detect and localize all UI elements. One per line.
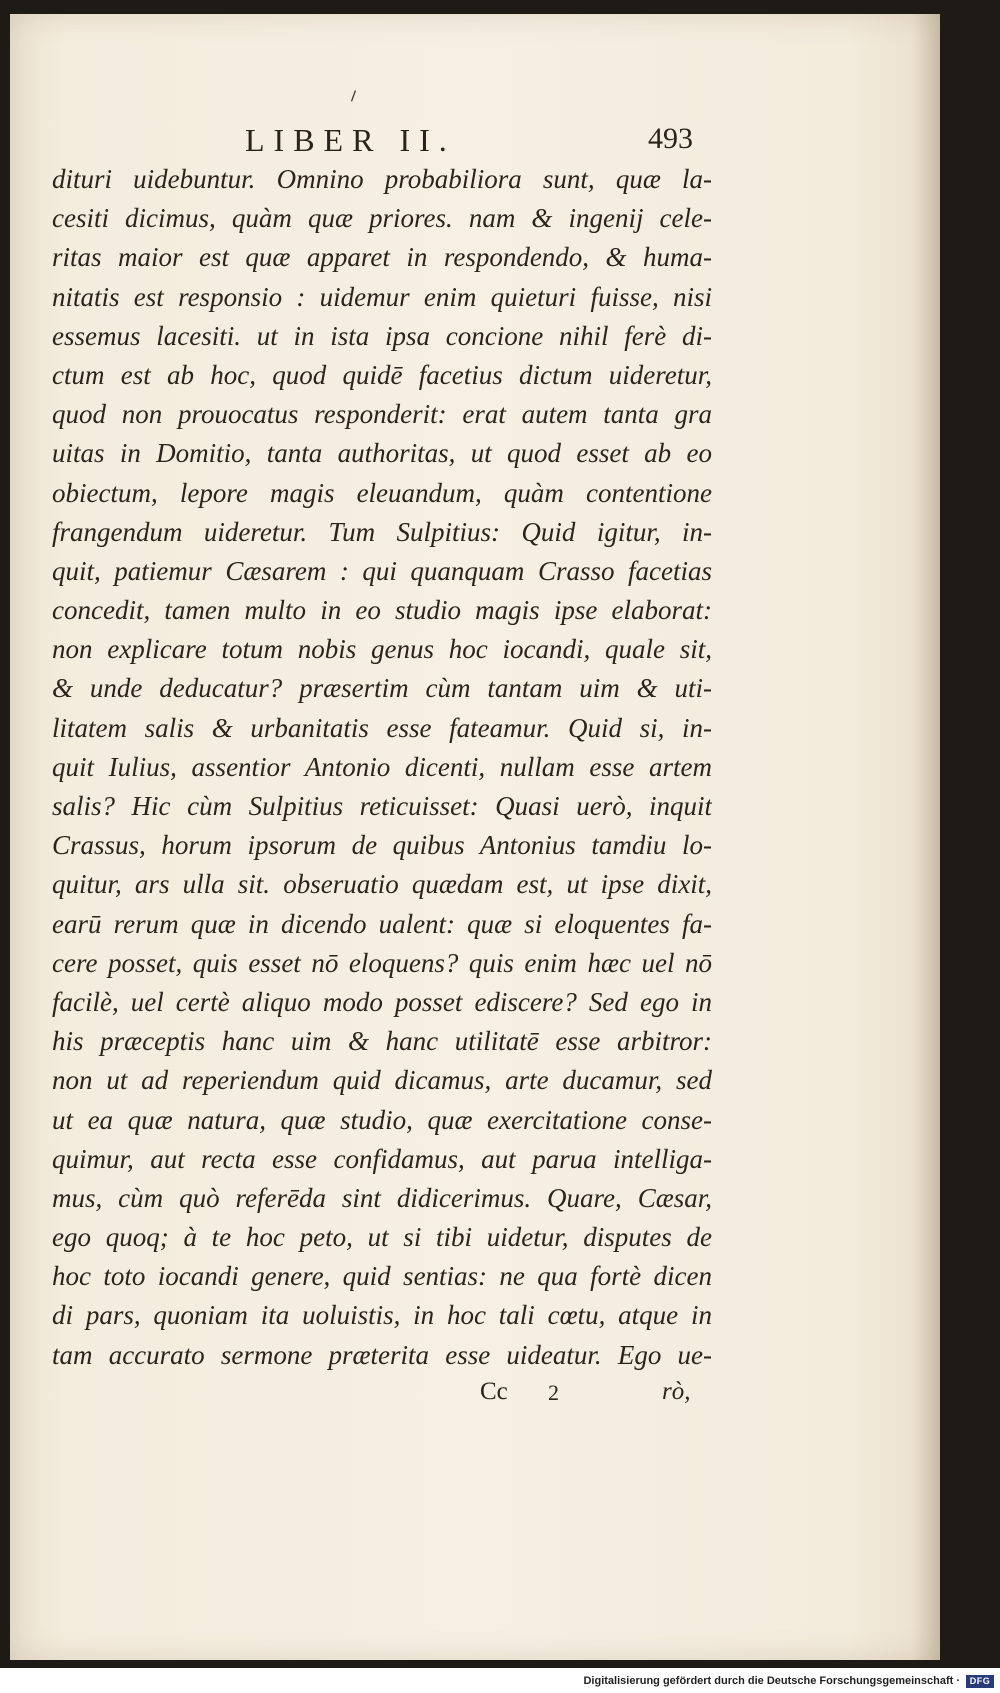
signature-mark: Cc bbox=[480, 1378, 508, 1405]
text-line: non explicare totum nobis genus hoc iocandi, quale sit, bbox=[52, 634, 712, 665]
text-line: salis? Hic cùm Sulpitius reticuisset: Quasi uerò, inquit bbox=[52, 791, 712, 821]
text-line: quit Iulius, assentior Antonio dicenti, nullam esse artem bbox=[52, 751, 712, 782]
text-line: & unde deducatur? præsertim cùm tantam uim & uti- bbox=[52, 673, 712, 704]
text-line: essemus lacesiti. ut in ista ipsa concione nihil ferè di- bbox=[52, 320, 712, 351]
text-line: frangendum uideretur. Tum Sulpitius: Quid igitur, in- bbox=[52, 516, 712, 547]
text-line: hoc toto iocandi genere, quid sentias: ne qua fortè dicen bbox=[52, 1261, 712, 1292]
text-line: litatem salis & urbanitatis esse fateamur. Quid si, in- bbox=[52, 712, 712, 743]
running-head: LIBER II. bbox=[245, 122, 456, 158]
text-line: mus, cùm quò referēda sint didicerimus. Quare, Cæsar, bbox=[52, 1182, 712, 1213]
text-line: ut ea quæ natura, quæ studio, quæ exercitatione conse- bbox=[52, 1104, 712, 1135]
digitization-credit: Digitalisierung gefördert durch die Deutsche Forschungsgemeinschaft · bbox=[583, 1675, 960, 1687]
text-line: tam accurato sermone præterita esse uideatur. Ego ue- bbox=[52, 1339, 712, 1370]
text-line: uitas in Domitio, tanta authoritas, ut quod esset ab eo bbox=[52, 438, 712, 469]
text-line: dituri uidebuntur. Omnino probabiliora sunt, quæ la- bbox=[52, 164, 712, 194]
text-line: cere posset, quis esset nō eloquens? quis enim hæc uel nō bbox=[52, 947, 712, 978]
text-line: quod non prouocatus responderit: erat autem tanta gra bbox=[52, 399, 712, 430]
text-line: di pars, quoniam ita uoluistis, in hoc tali cœtu, atque in bbox=[52, 1300, 712, 1331]
text-line: obiectum, lepore magis eleuandum, quàm contentione bbox=[52, 477, 712, 508]
ink-mark: ⸝ bbox=[340, 77, 363, 107]
text-line: ego quoq; à te hoc peto, ut si tibi uidetur, disputes de bbox=[52, 1222, 712, 1253]
text-line: facilè, uel certè aliquo modo posset ediscere? Sed ego in bbox=[52, 986, 712, 1017]
catchword: rò, bbox=[662, 1378, 691, 1405]
dfg-logo: DFG bbox=[966, 1675, 994, 1688]
text-line: quimur, aut recta esse confidamus, aut parua intelliga- bbox=[52, 1143, 712, 1174]
signature-number: 2 bbox=[548, 1380, 559, 1405]
page-number: 493 bbox=[648, 122, 693, 155]
text-block bbox=[52, 160, 712, 1375]
page-gutter-shadow bbox=[912, 14, 940, 1660]
text-line: ctum est ab hoc, quod quidē facetius dictum uideretur, bbox=[52, 359, 712, 390]
text-line: quitur, ars ulla sit. obseruatio quædam est, ut ipse dixit, bbox=[52, 869, 712, 900]
text-line: concedit, tamen multo in eo studio magis ipse elaborat: bbox=[52, 595, 712, 626]
text-line: ritas maior est quæ apparet in respondendo, & huma- bbox=[52, 242, 712, 273]
text-line: nitatis est responsio : uidemur enim quieturi fuisse, nisi bbox=[52, 281, 712, 312]
text-line: quit, patiemur Cæsarem : qui quanquam Crasso facetias bbox=[52, 555, 712, 586]
text-line: cesiti dicimus, quàm quæ priores. nam & ingenij cele- bbox=[52, 203, 712, 234]
text-line: non ut ad reperiendum quid dicamus, arte ducamur, sed bbox=[52, 1065, 712, 1096]
text-line: Crassus, horum ipsorum de quibus Antonius tamdiu lo- bbox=[52, 830, 712, 861]
text-line: earū rerum quæ in dicendo ualent: quæ si eloquentes fa- bbox=[52, 908, 712, 939]
text-line: his præceptis hanc uim & hanc utilitatē esse arbitror: bbox=[52, 1026, 712, 1057]
